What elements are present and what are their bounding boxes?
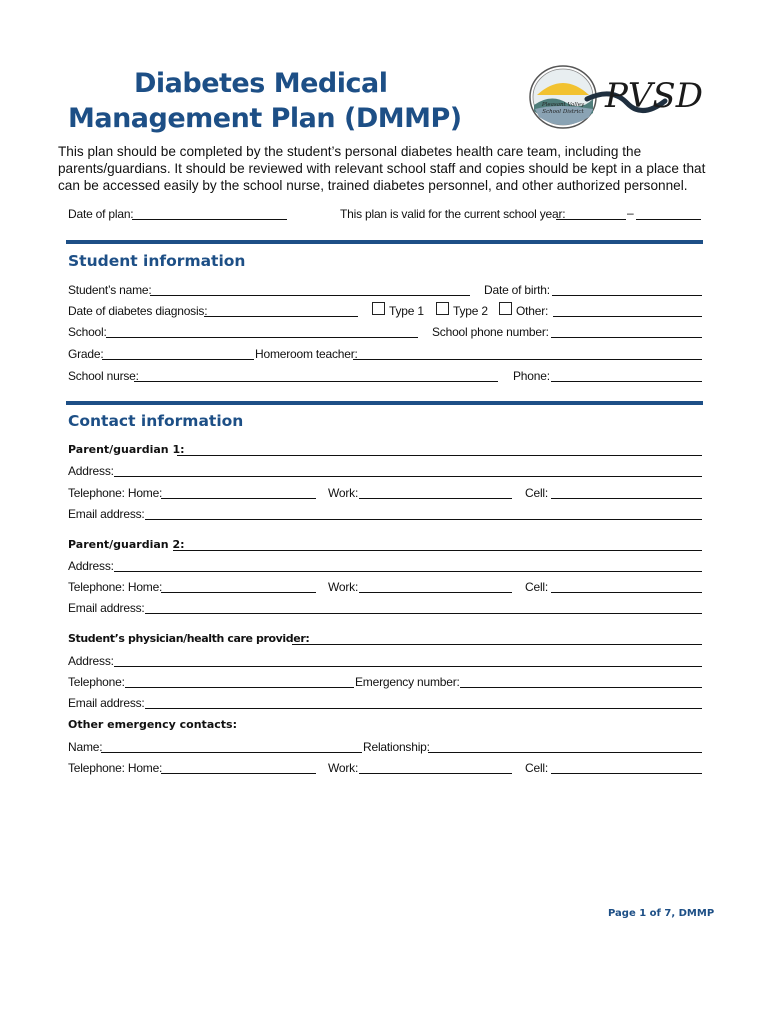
physician-field[interactable] [292,644,702,645]
date-of-plan-label: Date of plan: [68,207,134,221]
parent1-home-label: Telephone: Home: [68,486,163,500]
parent2-email-field[interactable] [145,613,702,614]
contact-home-field[interactable] [161,773,316,774]
parent2-email-label: Email address: [68,601,145,615]
contact-work-field[interactable] [359,773,512,774]
valid-year-end-field[interactable] [636,219,701,220]
title-line-1: Diabetes Medical [134,68,388,99]
page-footer: Page 1 of 7, DMMP [608,908,715,919]
parent2-label: Parent/guardian 2: [68,538,185,551]
contact-name-field[interactable] [101,752,362,753]
physician-address-field[interactable] [114,666,702,667]
student-name-label: Student’s name: [68,283,152,297]
homeroom-field[interactable] [353,359,702,360]
parent2-field[interactable] [173,550,702,551]
pvsd-logo-icon [527,63,703,133]
school-phone-field[interactable] [551,337,702,338]
svg-text:PVSD: PVSD [605,76,703,116]
section-divider [66,240,703,244]
contact-cell-label: Cell: [525,761,549,775]
emergency-number-label: Emergency number: [355,675,460,689]
parent2-cell-field[interactable] [551,592,702,593]
svg-text:Pleasant Valley: Pleasant Valley [541,102,585,108]
grade-field[interactable] [102,359,254,360]
dob-label: Date of birth: [484,283,550,297]
district-logo [527,63,703,133]
valid-year-start-field[interactable] [556,219,626,220]
section-divider [66,401,703,405]
parent1-work-field[interactable] [359,498,512,499]
school-field[interactable] [106,337,418,338]
parent2-cell-label: Cell: [525,580,549,594]
school-nurse-field[interactable] [134,381,498,382]
parent1-email-label: Email address: [68,507,145,521]
type2-checkbox[interactable] [436,302,449,315]
student-info-heading: Student information [68,252,246,270]
parent1-cell-field[interactable] [551,498,702,499]
parent1-cell-label: Cell: [525,486,549,500]
grade-label: Grade: [68,347,104,361]
contact-name-label: Name: [68,740,103,754]
physician-telephone-label: Telephone: [68,675,125,689]
parent1-home-field[interactable] [161,498,316,499]
parent2-home-field[interactable] [161,592,316,593]
dob-field[interactable] [552,295,702,296]
contact-info-heading: Contact information [68,412,244,430]
title-line-2: Management Plan (DMMP) [68,103,462,134]
page-title [68,66,462,136]
student-name-field[interactable] [150,295,470,296]
other-checkbox[interactable] [499,302,512,315]
parent1-work-label: Work: [328,486,359,500]
parent1-field[interactable] [177,455,702,456]
svg-text:School District: School District [542,109,584,115]
physician-email-label: Email address: [68,696,145,710]
physician-address-label: Address: [68,654,114,668]
other-contacts-label: Other emergency contacts: [68,718,237,731]
parent1-email-field[interactable] [145,519,702,520]
parent2-work-field[interactable] [359,592,512,593]
physician-email-field[interactable] [145,708,702,709]
type1-label: Type 1 [389,304,424,318]
parent2-work-label: Work: [328,580,359,594]
year-dash: – [627,206,634,220]
physician-label: Student’s physician/health care provider: [68,632,310,645]
contact-cell-field[interactable] [551,773,702,774]
date-of-plan-field[interactable] [132,219,287,220]
type1-checkbox[interactable] [372,302,385,315]
emergency-number-field[interactable] [460,687,702,688]
contact-work-label: Work: [328,761,359,775]
parent1-address-field[interactable] [114,476,702,477]
parent2-home-label: Telephone: Home: [68,580,163,594]
parent2-address-label: Address: [68,559,114,573]
valid-year-label: This plan is valid for the current school year: [340,207,566,221]
parent2-address-field[interactable] [114,571,702,572]
relationship-field[interactable] [428,752,702,753]
contact-home-label: Telephone: Home: [68,761,163,775]
nurse-phone-label: Phone: [513,369,550,383]
nurse-phone-field[interactable] [551,381,702,382]
parent1-address-label: Address: [68,464,114,478]
diagnosis-date-label: Date of diabetes diagnosis: [68,304,208,318]
intro-paragraph: This plan should be completed by the student’s personal diabetes health care team, including the parents/guardians. It should be reviewed with relevant school staff and copies should be kept in a place that can be accessed easily by the school nurse, trained diabetes personnel, and other authorized personnel. [58,144,706,193]
physician-telephone-field[interactable] [125,687,354,688]
homeroom-label: Homeroom teacher: [255,347,358,361]
school-label: School: [68,325,107,339]
parent1-label: Parent/guardian 1: [68,443,185,456]
type2-label: Type 2 [453,304,488,318]
diagnosis-date-field[interactable] [204,316,358,317]
school-phone-label: School phone number: [432,325,549,339]
other-type-field[interactable] [553,316,702,317]
school-nurse-label: School nurse: [68,369,139,383]
relationship-label: Relationship: [363,740,430,754]
other-label: Other: [516,304,549,318]
